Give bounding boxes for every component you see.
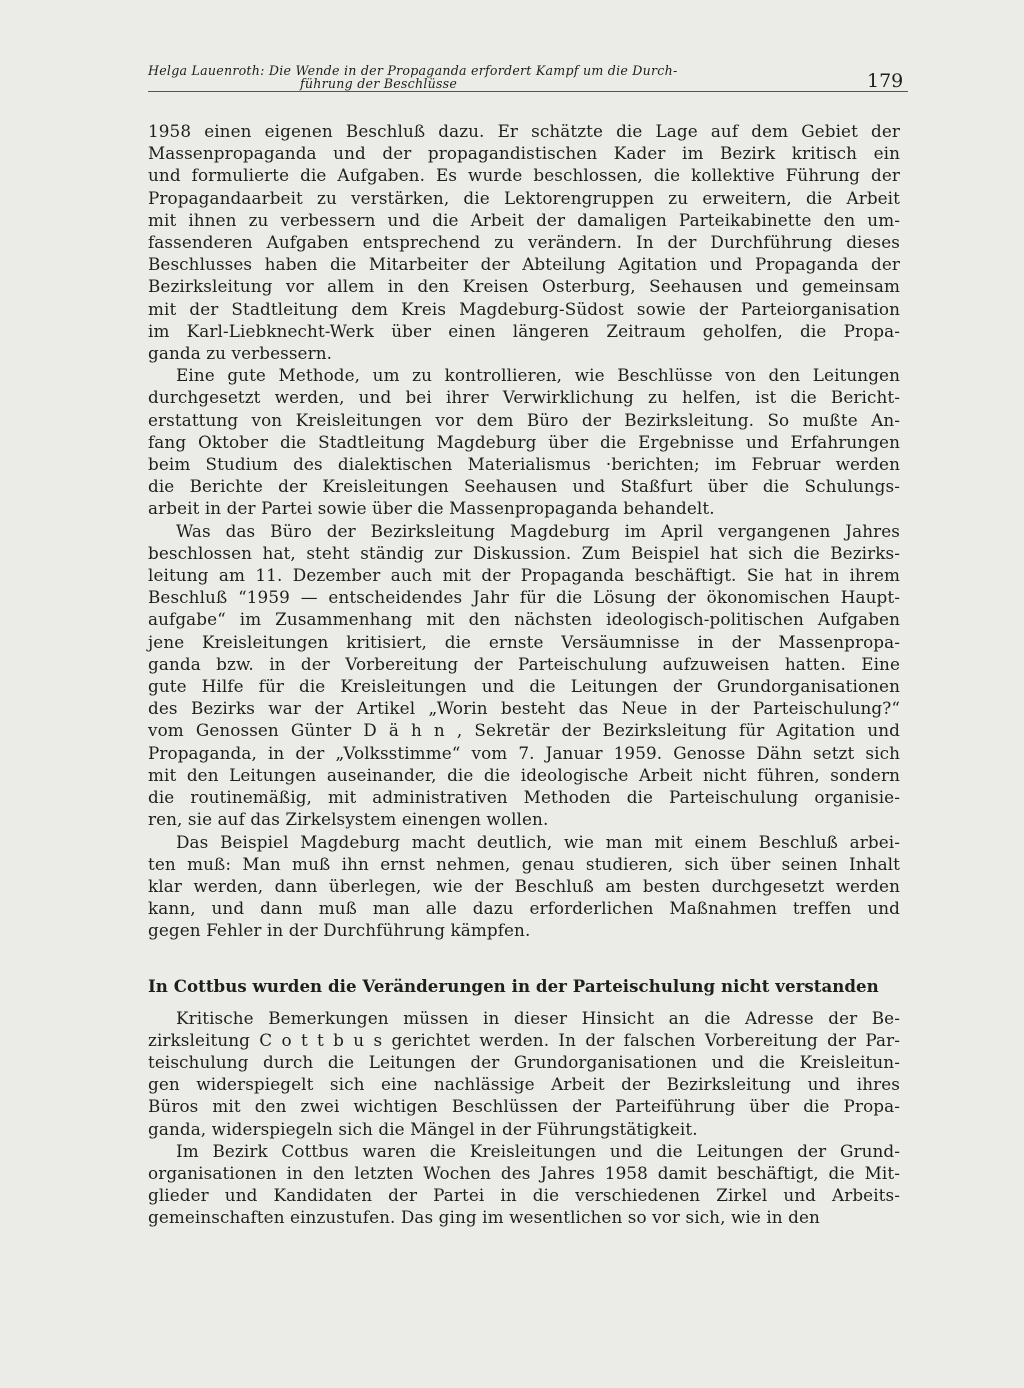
text-line: Was das Büro der Bezirksleitung Magdeburg im April vergangenen Jahres bbox=[176, 520, 900, 541]
body-text bbox=[148, 120, 900, 1229]
text-line: des Bezirks war der Artikel „Worin besteht das Neue in der Parteischulung?“ bbox=[148, 698, 900, 719]
text-line: Bezirksleitung vor allem in den Kreisen Osterburg, Seehausen und gemeinsam bbox=[148, 276, 900, 297]
text-line: ganda, widerspiegeln sich die Mängel in der Führungstätigkeit. bbox=[148, 1118, 698, 1139]
text-line: und formulierte die Aufgaben. Es wurde beschlossen, die kollektive Führung der bbox=[148, 165, 900, 186]
text-line: gute Hilfe für die Kreisleitungen und die Leitungen der Grundorganisationen bbox=[148, 676, 900, 697]
text-line: im Karl-Liebknecht-Werk über einen längeren Zeitraum geholfen, die Propa- bbox=[148, 320, 900, 341]
text-line: mit ihnen zu verbessern und die Arbeit der damaligen Parteikabinette den um- bbox=[148, 209, 900, 230]
paragraph bbox=[148, 520, 900, 831]
text-line: Beschlusses haben die Mitarbeiter der Abteilung Agitation und Propaganda der bbox=[148, 254, 900, 275]
text-line: Kritische Bemerkungen müssen in dieser Hinsicht an die Adresse der Be- bbox=[176, 1007, 900, 1028]
text-line: fang Oktober die Stadtleitung Magdeburg über die Ergebnisse und Erfahrungen bbox=[148, 431, 900, 452]
text-line: vom Genossen Günter D ä h n , Sekretär der Bezirksleitung für Agitation und bbox=[148, 720, 900, 741]
paragraph bbox=[148, 364, 900, 519]
text-line: kann, und dann muß man alle dazu erforderlichen Maßnahmen treffen und bbox=[148, 898, 900, 919]
text-line: mit den Leitungen auseinander, die die ideologische Arbeit nicht führen, sondern bbox=[148, 764, 900, 785]
text-line: gemeinschaften einzustufen. Das ging im wesentlichen so vor sich, wie in den bbox=[148, 1207, 820, 1228]
text-line: 1958 einen eigenen Beschluß dazu. Er schätzte die Lage auf dem Gebiet der bbox=[148, 121, 900, 141]
text-line: organisationen in den letzten Wochen des Jahres 1958 damit beschäftigt, die Mit- bbox=[148, 1162, 900, 1183]
header-title-line-1: Die Wende in der Propaganda erfordert Kampf um die Durch- bbox=[268, 63, 678, 78]
text-line: Beschluß “1959 — entscheidendes Jahr für die Lösung der ökonomischen Haupt- bbox=[148, 587, 900, 608]
paragraph bbox=[148, 120, 900, 364]
text-line: Propaganda, in der „Volksstimme“ vom 7. Januar 1959. Genosse Dähn setzt sich bbox=[148, 742, 900, 763]
text-line: durchgesetzt werden, und bei ihrer Verwirklichung zu helfen, ist die Bericht- bbox=[148, 387, 900, 408]
text-line: Propagandaarbeit zu verstärken, die Lektorengruppen zu erweitern, die Arbeit bbox=[148, 187, 900, 208]
text-line: die routinemäßig, mit administrativen Methoden die Parteischulung organisie- bbox=[148, 787, 900, 808]
paragraph bbox=[148, 1007, 900, 1140]
text-line: fassenderen Aufgaben entsprechend zu verändern. In der Durchführung dieses bbox=[148, 232, 900, 253]
text-line: zirksleitung C o t t b u s gerichtet werden. In der falschen Vorbereitung der Par- bbox=[148, 1029, 900, 1050]
section-heading: In Cottbus wurden die Veränderungen in der Parteischulung nicht verstanden bbox=[148, 975, 879, 996]
text-line: klar werden, dann überlegen, wie der Beschluß am besten durchgesetzt werden bbox=[148, 875, 900, 896]
text-line: ganda zu verbessern. bbox=[148, 343, 333, 364]
text-line: beschlossen hat, steht ständig zur Diskussion. Zum Beispiel hat sich die Bezirks- bbox=[148, 542, 900, 563]
text-line: beim Studium des dialektischen Materialismus ·berichten; im Februar werden bbox=[148, 454, 900, 475]
text-line: ren, sie auf das Zirkelsystem einengen wollen. bbox=[148, 809, 549, 830]
text-line: Im Bezirk Cottbus waren die Kreisleitungen und die Leitungen der Grund- bbox=[176, 1140, 900, 1161]
text-line: ganda bzw. in der Vorbereitung der Parteischulung aufzuweisen hatten. Eine bbox=[148, 653, 900, 674]
text-line: gegen Fehler in der Durchführung kämpfen. bbox=[148, 920, 531, 941]
header-author: Helga Lauenroth: bbox=[148, 63, 265, 78]
text-line: aufgabe“ im Zusammenhang mit den nächsten ideologisch-politischen Aufgaben bbox=[148, 609, 900, 630]
running-header bbox=[148, 64, 908, 92]
text-line: Das Beispiel Magdeburg macht deutlich, wie man mit einem Beschluß arbei- bbox=[176, 831, 900, 852]
text-line: die Berichte der Kreisleitungen Seehausen und Staßfurt über die Schulungs- bbox=[148, 476, 900, 497]
text-line: glieder und Kandidaten der Partei in die verschiedenen Zirkel und Arbeits- bbox=[148, 1185, 900, 1206]
text-line: teischulung durch die Leitungen der Grundorganisationen und die Kreisleitun- bbox=[148, 1051, 900, 1072]
text-line: jene Kreisleitungen kritisiert, die ernste Versäumnisse in der Massenpropa- bbox=[148, 631, 900, 652]
header-line-1 bbox=[148, 64, 908, 77]
section-magdeburg bbox=[148, 120, 900, 942]
paragraph bbox=[148, 831, 900, 942]
text-line: erstattung von Kreisleitungen vor dem Büro der Bezirksleitung. So mußte An- bbox=[148, 409, 900, 430]
header-title-line-2: führung der Beschlüsse bbox=[300, 76, 458, 91]
text-line: arbeit in der Partei sowie über die Massenpropaganda behandelt. bbox=[148, 498, 715, 519]
text-line: Massenpropaganda und der propagandistischen Kader im Bezirk kritisch ein bbox=[148, 143, 900, 164]
text-line: Eine gute Methode, um zu kontrollieren, wie Beschlüsse von den Leitungen bbox=[176, 365, 900, 386]
text-line: gen widerspiegelt sich eine nachlässige Arbeit der Bezirksleitung und ihres bbox=[148, 1074, 900, 1095]
section-cottbus bbox=[148, 1007, 900, 1229]
page-number: 179 bbox=[867, 70, 904, 92]
text-line: mit der Stadtleitung dem Kreis Magdeburg-Südost sowie der Parteiorganisation bbox=[148, 298, 900, 319]
text-line: Büros mit den zwei wichtigen Beschlüssen der Parteiführung über die Propa- bbox=[148, 1096, 900, 1117]
text-line: leitung am 11. Dezember auch mit der Propaganda beschäftigt. Sie hat in ihrem bbox=[148, 565, 900, 586]
text-line: ten muß: Man muß ihn ernst nehmen, genau studieren, sich über seinen Inhalt bbox=[148, 853, 900, 874]
paragraph bbox=[148, 1140, 900, 1229]
